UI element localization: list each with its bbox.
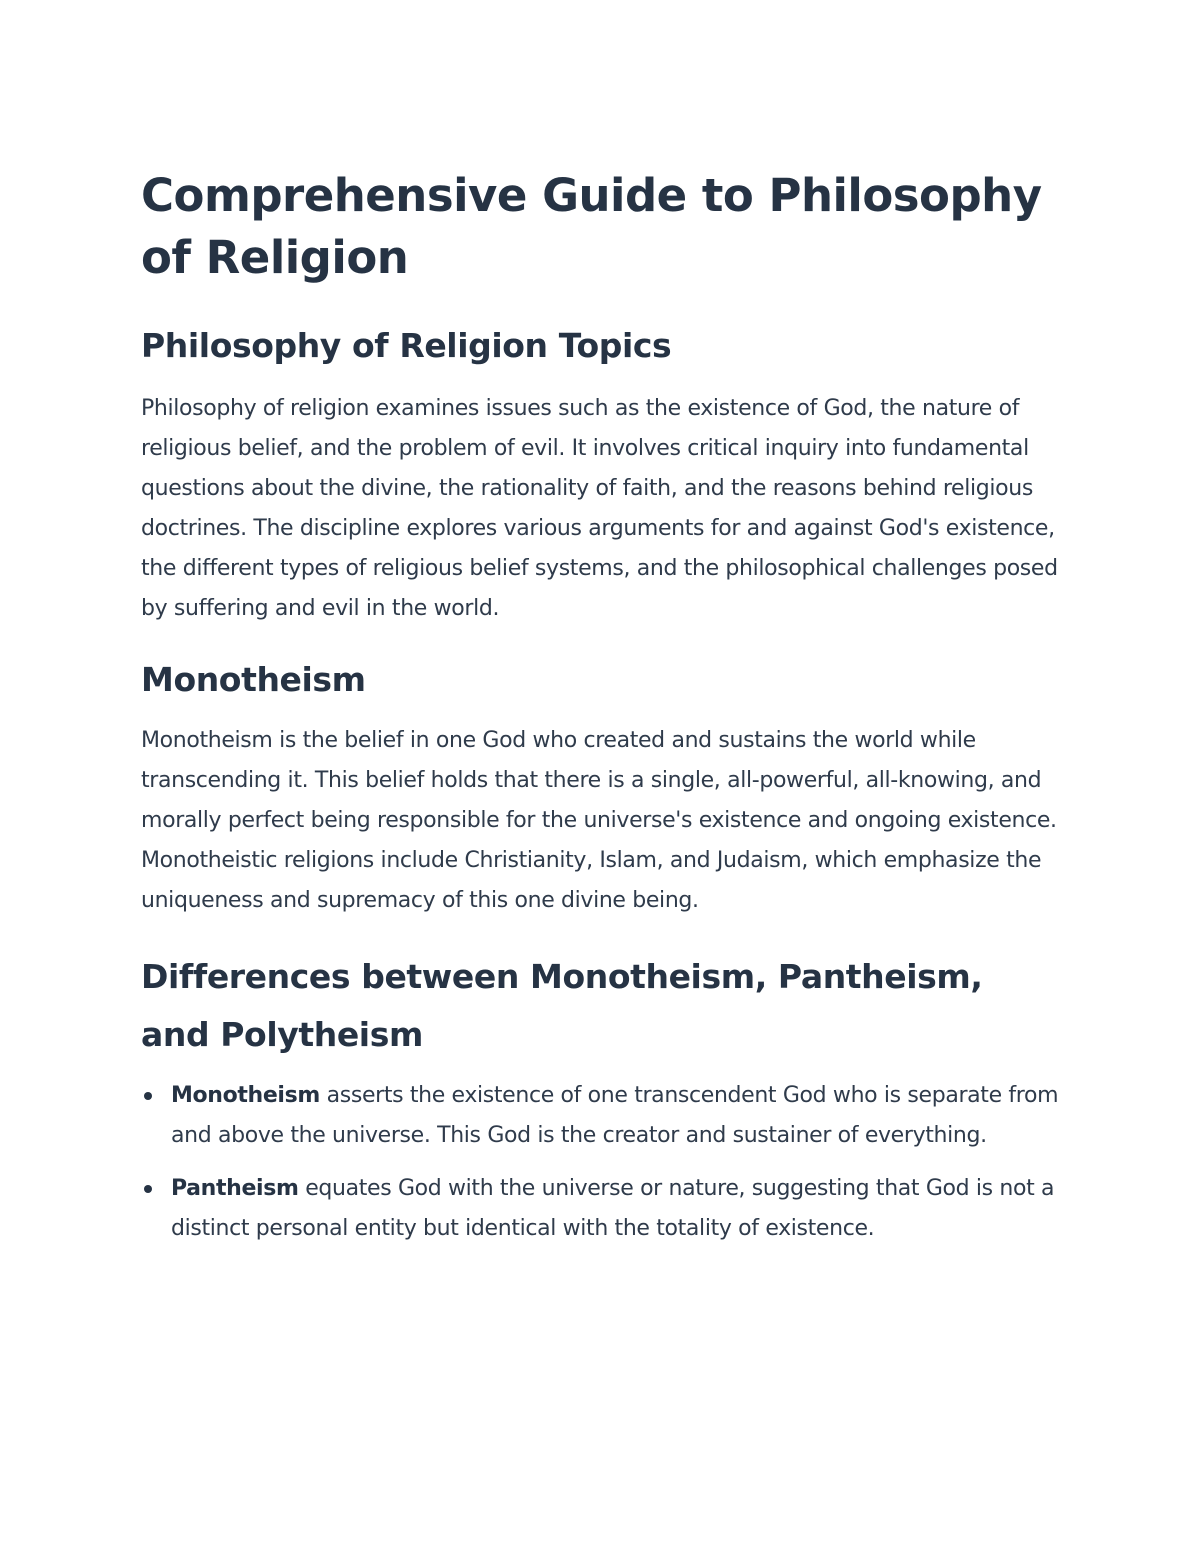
list-item-text: equates God with the universe or nature, suggesting that God is not a distinct personal entity but identical with the totality of existence.	[171, 1176, 1055, 1241]
section-heading-differences: Differences between Monotheism, Pantheism, and Polytheism	[141, 957, 983, 1054]
list-item-term: Monotheism	[171, 1083, 320, 1108]
section-body-monotheism: Monotheism is the belief in one God who created and sustains the world while transcending it. This belief holds that there is a single, all-powerful, all-knowing, and morally perfect being responsible for the universe's existence and ongoing existence. Monotheistic religions include Christianity, Islam, and Judaism, which emphasize the uniqueness and supremacy of this one divine being.	[141, 728, 1057, 913]
list-item-pantheism	[141, 1169, 1061, 1249]
document-page	[141, 165, 1061, 1262]
list-item-monotheism	[141, 1076, 1061, 1156]
list-item-term: Pantheism	[171, 1176, 299, 1201]
list-item-text: asserts the existence of one transcendent God who is separate from and above the universe. This God is the creator and sustainer of everything.	[171, 1083, 1059, 1148]
section-heading-monotheism: Monotheism	[141, 660, 366, 699]
differences-list	[141, 1076, 1061, 1249]
bullet-icon	[144, 1092, 152, 1100]
section-heading-topics: Philosophy of Religion Topics	[141, 326, 672, 365]
section-body-topics: Philosophy of religion examines issues such as the existence of God, the nature of religious belief, and the problem of evil. It involves critical inquiry into fundamental questions about the divine, the rationality of faith, and the reasons behind religious doctrines. The discipline explores various arguments for and against God's existence, the different types of religious belief systems, and the philosophical challenges posed by suffering and evil in the world.	[141, 396, 1058, 621]
bullet-icon	[144, 1185, 152, 1193]
document-title: Comprehensive Guide to Philosophy of Religion	[141, 169, 1042, 284]
